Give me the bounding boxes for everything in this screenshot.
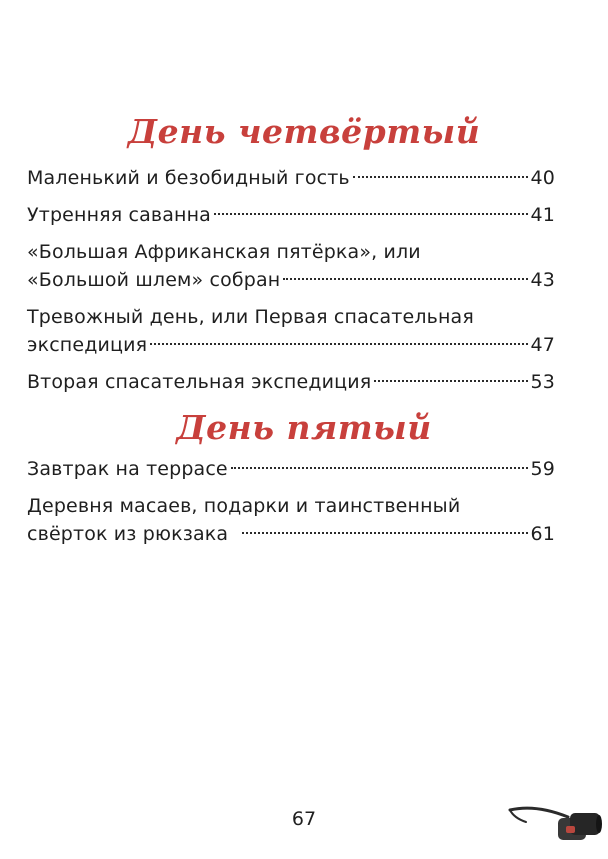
toc-entry-title: Утренняя саванна [27, 204, 211, 226]
toc-entry-page: 41 [530, 204, 555, 226]
leader-dots [214, 213, 528, 215]
toc-entry-title: Вторая спасательная экспедиция [27, 371, 372, 393]
leader-dots [374, 380, 527, 382]
leader-dots [150, 343, 527, 345]
section-title-day-five: День пятый [176, 408, 432, 447]
toc-entry-title-line: Тревожный день, или Первая спасательная [27, 306, 474, 328]
toc-entry-page: 47 [530, 334, 555, 356]
toc-entry[interactable] [27, 201, 555, 229]
toc-entry[interactable] [27, 455, 555, 483]
toc-entry[interactable] [27, 164, 555, 192]
toc-entry[interactable] [27, 238, 555, 294]
toc-entry-title-line: «Большая Африканская пятёрка», или [27, 241, 421, 263]
toc-entry-page: 53 [530, 371, 555, 393]
toc-entry-title: экспедиция [27, 334, 148, 356]
toc-entry-title: «Большой шлем» собран [27, 269, 281, 291]
toc-entry-title: Маленький и безобидный гость [27, 167, 350, 189]
toc-entry[interactable] [27, 303, 555, 359]
leader-dots [231, 467, 528, 469]
toc-list-day-four [27, 164, 555, 405]
toc-entry-title-line: Деревня масаев, подарки и таинственный [27, 495, 461, 517]
toc-entry-page: 61 [530, 523, 555, 545]
toc-entry-page: 43 [530, 269, 555, 291]
binoculars-icon [506, 800, 604, 848]
toc-entry[interactable] [27, 492, 555, 548]
leader-dots [242, 532, 527, 534]
toc-entry-page: 59 [530, 458, 555, 480]
toc-entry[interactable] [27, 368, 555, 396]
toc-entry-page: 40 [530, 167, 555, 189]
leader-dots [283, 278, 527, 280]
leader-dots [353, 176, 528, 178]
toc-entry-title: Завтрак на террасе [27, 458, 228, 480]
section-title-day-four: День четвёртый [127, 112, 481, 151]
toc-entry-title: свёрток из рюкзака [27, 523, 229, 545]
toc-list-day-five [27, 455, 555, 557]
page-number: 67 [291, 808, 317, 830]
